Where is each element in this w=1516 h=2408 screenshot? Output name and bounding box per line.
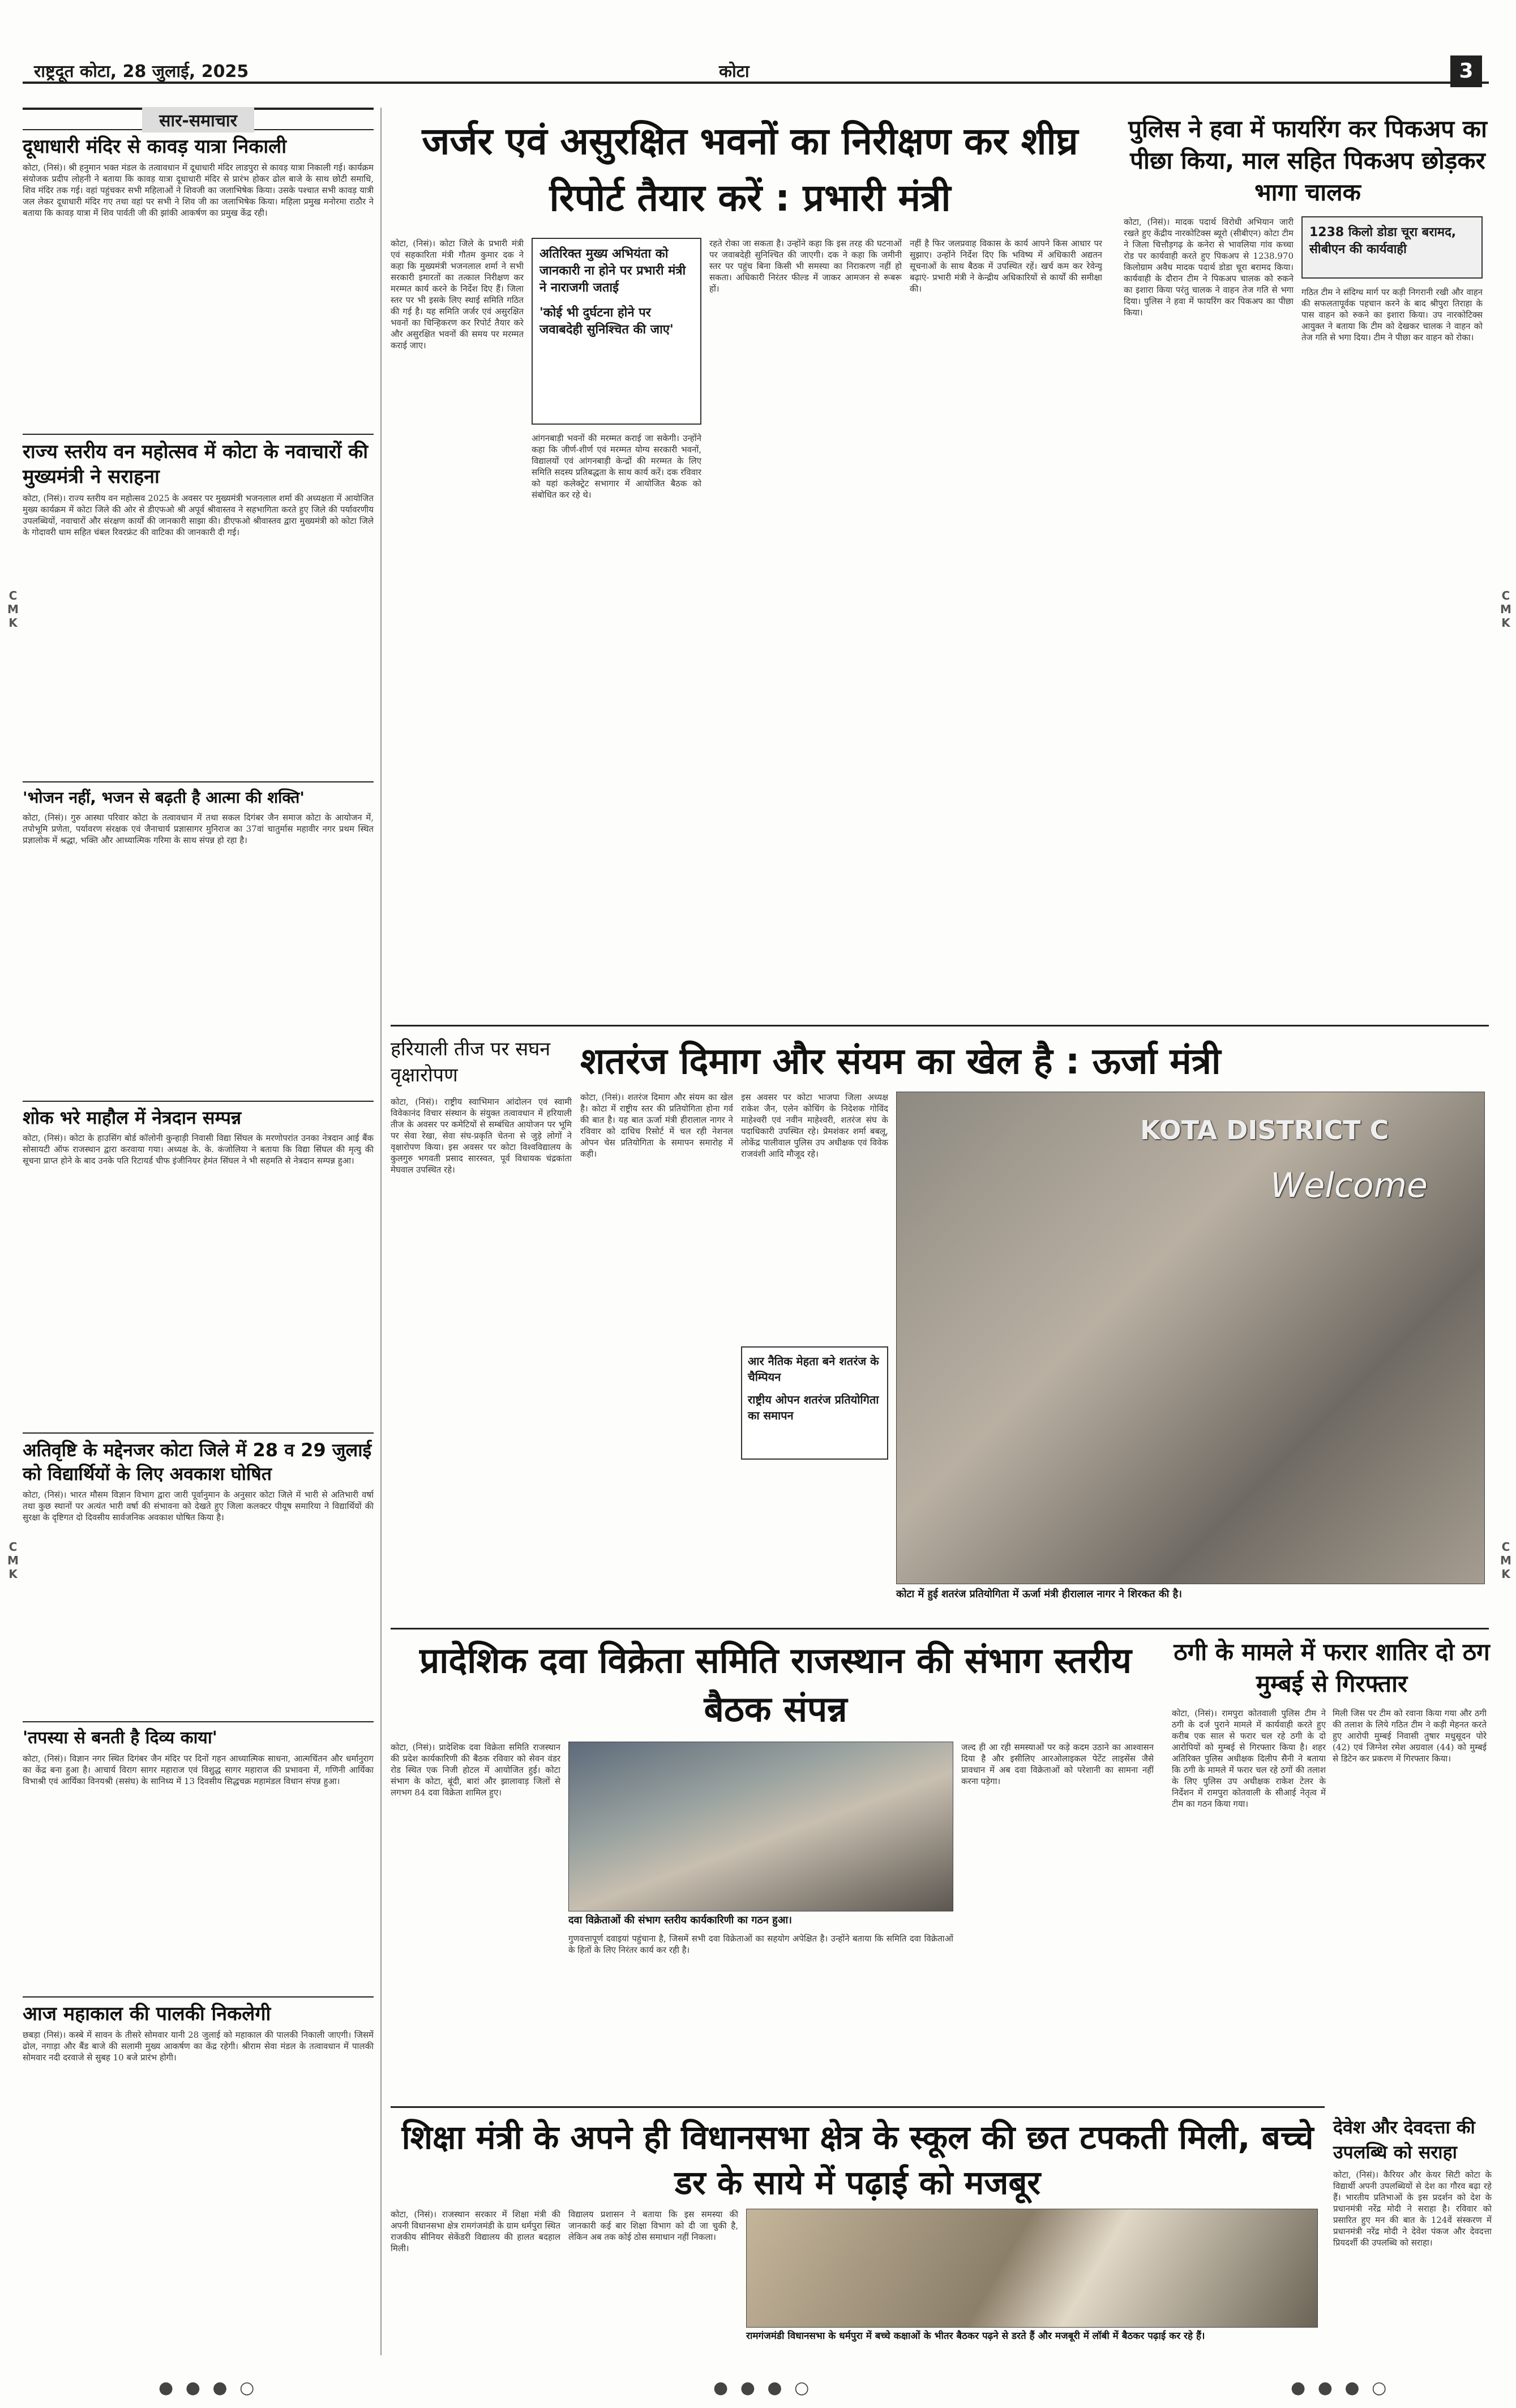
brief-headline: 'तपस्या से बनती है दिव्य काया': [23, 1728, 217, 1748]
brief-item: [23, 1101, 374, 1427]
story-body: विद्यालय प्रशासन ने बताया कि इस समस्या की जानकारी कई बार शिक्षा विभाग को दी जा चुकी है, लेकिन अब तक कोई ठोस समाधान नहीं निकला।: [568, 2209, 738, 2242]
story-body: कोटा, (निसं)। मादक पदार्थ विरोधी अभियान जारी रखते हुए केंद्रीय नारकोटिक्स ब्यूरो (सीबीएन) कोटा टीम ने जिला चित्तौड़गढ़ के कनेरा से भावलिया गांव कच्चा रोड पर कार्यवाही करते हुए पिकअप से 1238.970 किलोग्राम अवैध मादक पदार्थ डोडा चूरा बरामद किया। कार्यवाही के दौरान टीम ने पिकअप चालक को रुकने का इशारा किया परंतु चालक ने वाहन तेज गति से भगा दिया। पुलिस ने हवा में फायरिंग कर पिकअप का पीछा किया।: [1124, 217, 1294, 318]
brief-item: [23, 1721, 374, 1991]
story-body: गठित टीम ने संदिग्ध मार्ग पर कड़ी निगरानी रखी और वाहन की सफलतापूर्वक पहचान करने के बाद श्रीपुरा तिराहा के पास वाहन को रुकने का इशारा किया। उप नारकोटिक्स आयुक्त ने बताया कि टीम को देखकर चालक ने वाहन को तेज गति से भगा दिया। टीम ने पीछा कर वाहन को रोका।: [1301, 287, 1483, 343]
registration-dots-left: ● ● ● ○: [159, 2378, 258, 2398]
brief-body: कोटा, (निसं)। विज्ञान नगर स्थित दिगंबर जैन मंदिर पर दिनों गहन आध्यात्मिक साधना, आत्मचिंतन और धर्मानुराग का केंद्र बना हुआ है। आचार्य विराग सागर महाराज एवं विशुद्ध सागर महाराज की प्रभावना में, गणिनी आर्यिका विभाश्री एवं आर्यिका विनयश्री (ससंघ) के सानिध्य में 13 दिवसीय सिद्धचक्र महामंडल विधान संपन्न हुआ।: [23, 1753, 374, 1786]
brief-body: कोटा, (निसं)। भारत मौसम विज्ञान विभाग द्वारा जारी पूर्वानुमान के अनुसार कोटा जिले में भारी से अतिभारी वर्षा तथा कुछ स्थानों पर अत्यंत भारी वर्षा की संभावना को देखते हुए जिला कलक्टर पीयूष समारिया ने विद्यार्थियों की सुरक्षा के दृष्टिगत दो दिवसीय सार्वजनिक अवकाश घोषित किया है।: [23, 1490, 374, 1522]
story-body: जल्द ही आ रही समस्याओं पर कड़े कदम उठाने का आश्वासन दिया है और इसीलिए आरओलाइकल पेटेंट लाइसेंस जैसे प्रावधान में अब दवा विक्रेताओं को परेशानी का सामना नहीं करना पड़ेगा।: [961, 1742, 1154, 1786]
story-headline: प्रादेशिक दवा विक्रेता समिति राजस्थान की संभाग स्तरीय बैठक संपन्न: [419, 1640, 1132, 1730]
cmk-mark-left-top: C M K: [7, 589, 19, 630]
story-pharma-meeting: [391, 1636, 1160, 2101]
story-body: रहते रोका जा सकता है। उन्होंने कहा कि इस तरह की घटनाओं पर जवाबदेही सुनिश्चित की जाएगी। दक ने कहा कि जमीनी स्तर पर पहुंच बिना किसी भी समस्या का निराकरण नहीं हो सकता। अधिकारी निरंतर फील्ड में जाकर आमजन से रूबरू हों।: [709, 238, 902, 294]
edition-dateline: राष्ट्रदूत कोटा, 28 जुलाई, 2025: [34, 62, 249, 82]
story-body: कोटा, (निसं)। रामपुरा कोतवाली पुलिस टीम ने ठगी के दर्ज पुराने मामले में कार्यवाही करते हुए करीब एक साल से फरार चल रहे ठगी के दो आरोपियों को मुम्बई से गिरफ्तार किया है। शहर अतिरिक्त पुलिस अधीक्षक दिलीप सैनी ने बताया कि ठगी के मामले में फरार चल रहे ठगों की तलाश के लिए पुलिस उप अधीक्षक राकेश टेलर के निर्देशन में रामपुरा कोतवाली के सीआई नेतृत्व में टीम का गठन किया गया।: [1172, 1708, 1326, 1809]
brief-item: [23, 135, 374, 428]
photo-banner-text: KOTA DISTRICT C: [1140, 1115, 1389, 1145]
highlights-box: [532, 238, 701, 425]
story-fraud-arrest: [1172, 1636, 1492, 2101]
photo-caption: कोटा में हुई शतरंज प्रतियोगिता में ऊर्जा मंत्री हीरालाल नागर ने शिरकत की है।: [896, 1588, 1182, 1600]
story-building-inspection: [391, 113, 1110, 1019]
highlight-item: राष्ट्रीय ओपन शतरंज प्रतियोगिता का समापन: [748, 1393, 879, 1422]
highlight-box: 1238 किलो डोडा चूरा बरामद, सीबीएन की कार्यवाही: [1301, 216, 1483, 279]
cmk-mark-right-bottom: C M K: [1500, 1540, 1511, 1581]
highlight-item: अतिरिक्त मुख्य अभियंता को जानकारी ना होने पर प्रभारी मंत्री ने नाराजगी जताई: [539, 247, 686, 295]
pharma-meeting-photo: [568, 1742, 953, 1911]
section-divider: [391, 1628, 1489, 1629]
story-school-roof: [391, 2115, 1325, 2364]
story-body: कोटा, (निसं)। प्रादेशिक दवा विक्रेता समिति राजस्थान की प्रदेश कार्यकारिणी की बैठक रविवार को सेवन वंडर रोड स्थित एक निजी होटल में आयोजित हुई। कोटा संभाग के कोटा, बूंदी, बारां और झालावाड़ जिलों से लगभग 84 दवा विक्रेता शामिल हुए।: [391, 1742, 560, 1798]
brief-headline: 'भोजन नहीं, भजन से बढ़ती है आत्मा की शक्ति': [23, 788, 305, 807]
brief-item: [23, 434, 374, 776]
story-body: कोटा, (निसं)। राजस्थान सरकार में शिक्षा मंत्री की अपनी विधानसभा क्षेत्र रामगंजमंडी के ग्राम धर्मपुरा स्थित राजकीय सीनियर सेकेंडरी विद्यालय की हालत बदहाल मिली।: [391, 2209, 560, 2253]
highlight-item: आर नैतिक मेहता बने शतरंज के चैम्पियन: [748, 1354, 879, 1384]
brief-body: कोटा, (निसं)। गुरु आस्था परिवार कोटा के तत्वावधान में तथा सकल दिगंबर जैन समाज कोटा के आयोजन में, तपोभूमि प्रणेता, पर्यावरण संरक्षक एवं जैनाचार्य प्रज्ञासागर मुनिराज का 37वां चातुर्मास महावीर नगर प्रथम स्थित प्रज्ञालोक में श्रद्धा, भक्ति और आध्यात्मिक गरिमा के साथ संपन्न हो रहा है।: [23, 812, 374, 845]
story-chess: [580, 1036, 1492, 1619]
page-number: 3: [1450, 55, 1482, 87]
story-body: नहीं है फिर जलप्रवाह विकास के कार्य आपने किस आधार पर सुझाए। उन्होंने निर्देश दिए कि भविष्य में अधिकारी अद्यतन सूचनाओं के साथ बैठक में उपस्थित रहें। खर्च कम कर रेवेन्यू बढ़ाएं- प्रभारी मंत्री ने केन्द्रीय अधिकारियों से कार्यों की समीक्षा की।: [910, 238, 1102, 294]
story-body: कोटा, (निसं)। राष्ट्रीय स्वाभिमान आंदोलन एवं स्वामी विवेकानंद विचार संस्थान के संयुक्त तत्वावधान में हरियाली तीज के अवसर पर कमेटियों से सम्बंधित आयोजन पर भूमि पर सेवा रेखा, सेवा संघ-प्रकृति चेतना से जुड़े लोगों ने वृक्षारोपण किया। इस अवसर पर कोटा विश्वविद्यालय के कुलगुरु भगवती प्रसाद सारस्वत, पूर्व विधायक चंद्रकांता मेघवाल उपस्थित रहे।: [391, 1097, 572, 1175]
brief-item: [23, 1996, 374, 2199]
brief-body: कोटा, (निसं)। कोटा के हाउसिंग बोर्ड कॉलोनी कुन्हाड़ी निवासी विद्या सिंघल के मरणोपरांत उनका नेत्रदान आई बैंक सोसायटी ऑफ राजस्थान द्वारा करवाया गया। अध्यक्ष के. के. कंजोलिया ने बताया कि विद्या सिंघल की मृत्यु की सूचना प्राप्त होने के बाद उनके पति रिटायर्ड चीफ इंजीनियर हेमंत सिंघल ने भी सहमति से नेत्रदान सम्पन्न हुआ।: [23, 1133, 374, 1166]
brief-headline: राज्य स्तरीय वन महोत्सव में कोटा के नवाचारों की मुख्यमंत्री ने सराहना: [23, 440, 369, 488]
story-headline: ठगी के मामले में फरार शातिर दो ठग मुम्बई से गिरफ्तार: [1174, 1638, 1490, 1697]
photo-caption: रामगंजमंडी विधानसभा के धर्मपुरा में बच्चे कक्षाओं के भीतर बैठकर पढ़ने से डरते हैं और मजबूरी में लॉबी में बैठकर पढ़ाई कर रहे हैं।: [746, 2330, 1205, 2342]
highlight-item: 'कोई भी दुर्घटना होने पर जवाबदेही सुनिश्चित की जाए': [539, 306, 674, 337]
section-title: कोटा: [719, 62, 750, 82]
brief-headline: अतिवृष्टि के मद्देनजर कोटा जिले में 28 व 29 जुलाई को विद्यार्थियों के लिए अवकाश घोषित: [23, 1439, 372, 1485]
brief-body: कोटा, (निसं)। राज्य स्तरीय वन महोत्सव 2025 के अवसर पर मुख्यमंत्री भजनलाल शर्मा की अध्यक्षता में आयोजित मुख्य कार्यक्रम में कोटा जिले की ओर से डीएफओ श्री अपूर्व श्रीवास्तव ने सहभागिता करते हुए जिले की पर्यावरणीय उपलब्धियों, नवाचारों और संरक्षण कार्यों की जानकारी साझा की। डीएफओ श्रीवास्तव द्वारा मुख्यमंत्री को कोटा जिले के गोदावरी धाम सहित चंबल रिवरफ्रंट की वाटिका की जानकारी दी गई।: [23, 493, 374, 537]
story-body: कोटा, (निसं)। कैरियर और केयर सिटी कोटा के विद्यार्थी अपनी उपलब्धियों से देश का गौरव बढ़ा रहे हैं। भारतीय प्रतिभाओं के इस प्रदर्शन को देश के प्रधानमंत्री नरेंद्र मोदी ने सराहा है। रविवार को प्रसारित हुए मन की बात के 124वें संस्करण में प्रधानमंत्री नरेंद्र मोदी ने देवेश पंकज और देवदत्ता प्रियदर्शी की उपलब्धि को सराहा।: [1333, 2170, 1492, 2248]
story-headline: देवेश और देवदत्ता की उपलब्धि को सराहा: [1333, 2116, 1475, 2163]
highlights-box: [741, 1346, 888, 1460]
story-body: कोटा, (निसं)। शतरंज दिमाग और संयम का खेल है। कोटा में राष्ट्रीय स्तर की प्रतियोगिता होना गर्व की बात है। यह बात ऊर्जा मंत्री हीरालाल नागर ने रविवार को दाधिच रिसोर्ट में चल रही नेशनल ओपन चेस प्रतियोगिता के समापन समारोह में कही।: [580, 1092, 733, 1159]
brief-item: [23, 781, 374, 1095]
story-devesh-achievement: [1333, 2115, 1492, 2364]
story-teej-plantation: [391, 1036, 572, 1619]
story-body: कोटा, (निसं)। कोटा जिले के प्रभारी मंत्री एवं सहकारिता मंत्री गौतम कुमार दक ने कहा कि मुख्यमंत्री भजनलाल शर्मा ने सभी सरकारी इमारतों का तत्काल निरीक्षण कर मरम्मत कार्य करने के निर्देश दिए हैं। जिला स्तर पर भी इसके लिए स्थाई समिति गठित की गई है। यह समिति जर्जर एवं असुरक्षित भवनों का चिन्हिकरण कर रिपोर्ट तैयार करे और असुरक्षित भवनों की समय पर मरम्मत कराई जाए।: [391, 238, 524, 350]
chess-event-photo: [896, 1092, 1485, 1584]
brief-headline: दूधाधारी मंदिर से कावड़ यात्रा निकाली: [23, 135, 287, 158]
brief-item: [23, 1432, 374, 1716]
story-body: इस अवसर पर कोटा भाजपा जिला अध्यक्ष राकेश जैन, एलेन कोचिंग के निदेशक गोविंद माहेश्वरी एवं नवीन माहेश्वरी, शतरंज संघ के पदाधिकारी उपस्थित रहे। प्रेमशंकर शर्मा बबलू, लोकेंद्र पालीवाल पुलिस उप अधीक्षक एवं विवेक राजवंशी आदि मौजूद रहे।: [741, 1092, 888, 1159]
story-body: गुणवत्तापूर्ण दवाइयां पहुंचाना है, जिसमें सभी दवा विक्रेताओं का सहयोग अपेक्षित है। उन्होंने बताया कि समिति दवा विक्रेताओं के हितों के लिए निरंतर कार्य कर रही है।: [568, 1934, 953, 1955]
story-kicker: हरियाली तीज पर सघन वृक्षारोपण: [391, 1038, 551, 1087]
section-label: सार-समाचार: [142, 107, 254, 132]
cmk-mark-left-bottom: C M K: [7, 1540, 19, 1581]
story-headline: शिक्षा मंत्री के अपने ही विधानसभा क्षेत्र के स्कूल की छत टपकती मिली, बच्चे डर के साये में पढ़ाई को मजबूर: [401, 2118, 1314, 2202]
registration-dots-right: ● ● ● ○: [1291, 2378, 1390, 2398]
story-body: मिली जिस पर टीम को रवाना किया गया और ठगी की तलाश के लिये गठित टीम ने कड़ी मेहनत करते हुए आरोपी मुम्बई निवासी तुषार मधुसूदन पोरे (42) एवं जिग्नेश रमेश अग्रवाल (44) को मुम्बई से डिटेन कर प्रकरण में गिरफ्तार किया।: [1333, 1708, 1487, 1764]
story-headline: जर्जर एवं असुरक्षित भवनों का निरीक्षण कर शीघ्र रिपोर्ट तैयार करें : प्रभारी मंत्री: [422, 119, 1078, 220]
story-body: आंगनबाड़ी भवनों की मरम्मत कराई जा सकेगी। उन्होंने कहा कि जीर्ण-शीर्ण एवं मरम्मत योग्य सरकारी भवनों, विद्यालयों एवं आंगनबाड़ी केन्द्रों की मरम्मत के लिए समिति सदस्य प्रतिबद्धता के साथ कार्य करें। दक रविवार को यहां कलेक्ट्रेट सभागार में आयोजित बैठक को संबोधित कर रहे थे।: [532, 433, 701, 500]
registration-dots-center: ● ● ● ○: [713, 2378, 813, 2398]
brief-body: कोटा, (निसं)। श्री हनुमान भक्त मंडल के तत्वावधान में दूधाधारी मंदिर लाडपुरा से कावड़ यात्रा निकाली गई। कार्यक्रम संयोजक प्रदीप लोहनी ने बताया कि कावड़ यात्रा दूधाधारी मंदिर से प्रारंभ होकर ढोल बाजे के साथ छोटी समाधि, शिव मंदिर तक गई। वहां पहुंचकर सभी महिलाओं ने शिवजी का जलाभिषेक किया। उसके पश्चात सभी कावड़ यात्री जल लेकर दूधाधारी मंदिर गए तथा वहां पर सभी ने शिव जी का जलाभिषेक किया। महिला प्रमुख मनोरमा राठौर ने बताया कि कावड़ यात्रा में शिव पार्वती जी की झांकी आकर्षण का प्रमुख केंद्र रही।: [23, 162, 374, 218]
brief-headline: आज महाकाल की पालकी निकलेगी: [23, 2003, 271, 2025]
brief-headline: शोक भरे माहौल में नेत्रदान सम्पन्न: [23, 1107, 242, 1128]
photo-banner-text-2: Welcome: [1270, 1166, 1428, 1205]
story-headline: पुलिस ने हवा में फायरिंग कर पिकअप का पीछा किया, माल सहित पिकअप छोड़कर भागा चालक: [1128, 115, 1487, 206]
sidebar-news-briefs: [23, 108, 374, 2355]
story-headline: शतरंज दिमाग और संयम का खेल है : ऊर्जा मंत्री: [580, 1041, 1221, 1083]
column-divider: [380, 108, 382, 2355]
story-police-chase: [1124, 113, 1492, 1008]
brief-body: छबड़ा (निसं)। कस्बे में सावन के तीसरे सोमवार यानी 28 जुलाई को महाकाल की पालकी निकाली जाएगी। जिसमें ढोल, नगाड़ा और बैंड बाजे की सलामी मुख्य आकर्षण का केंद्र रहेगी। श्रीराम सेवा मंडल के तत्वावधान में पालकी सोमवार नदी दरवाजे से सुबह 10 बजे प्रारंभ होगी।: [23, 2030, 374, 2063]
cmk-mark-right-top: C M K: [1500, 589, 1511, 630]
section-divider: [391, 1025, 1489, 1026]
section-divider: [391, 2106, 1325, 2108]
school-classroom-photo: [746, 2209, 1318, 2328]
photo-caption: दवा विक्रेताओं की संभाग स्तरीय कार्यकारिणी का गठन हुआ।: [568, 1914, 792, 1926]
